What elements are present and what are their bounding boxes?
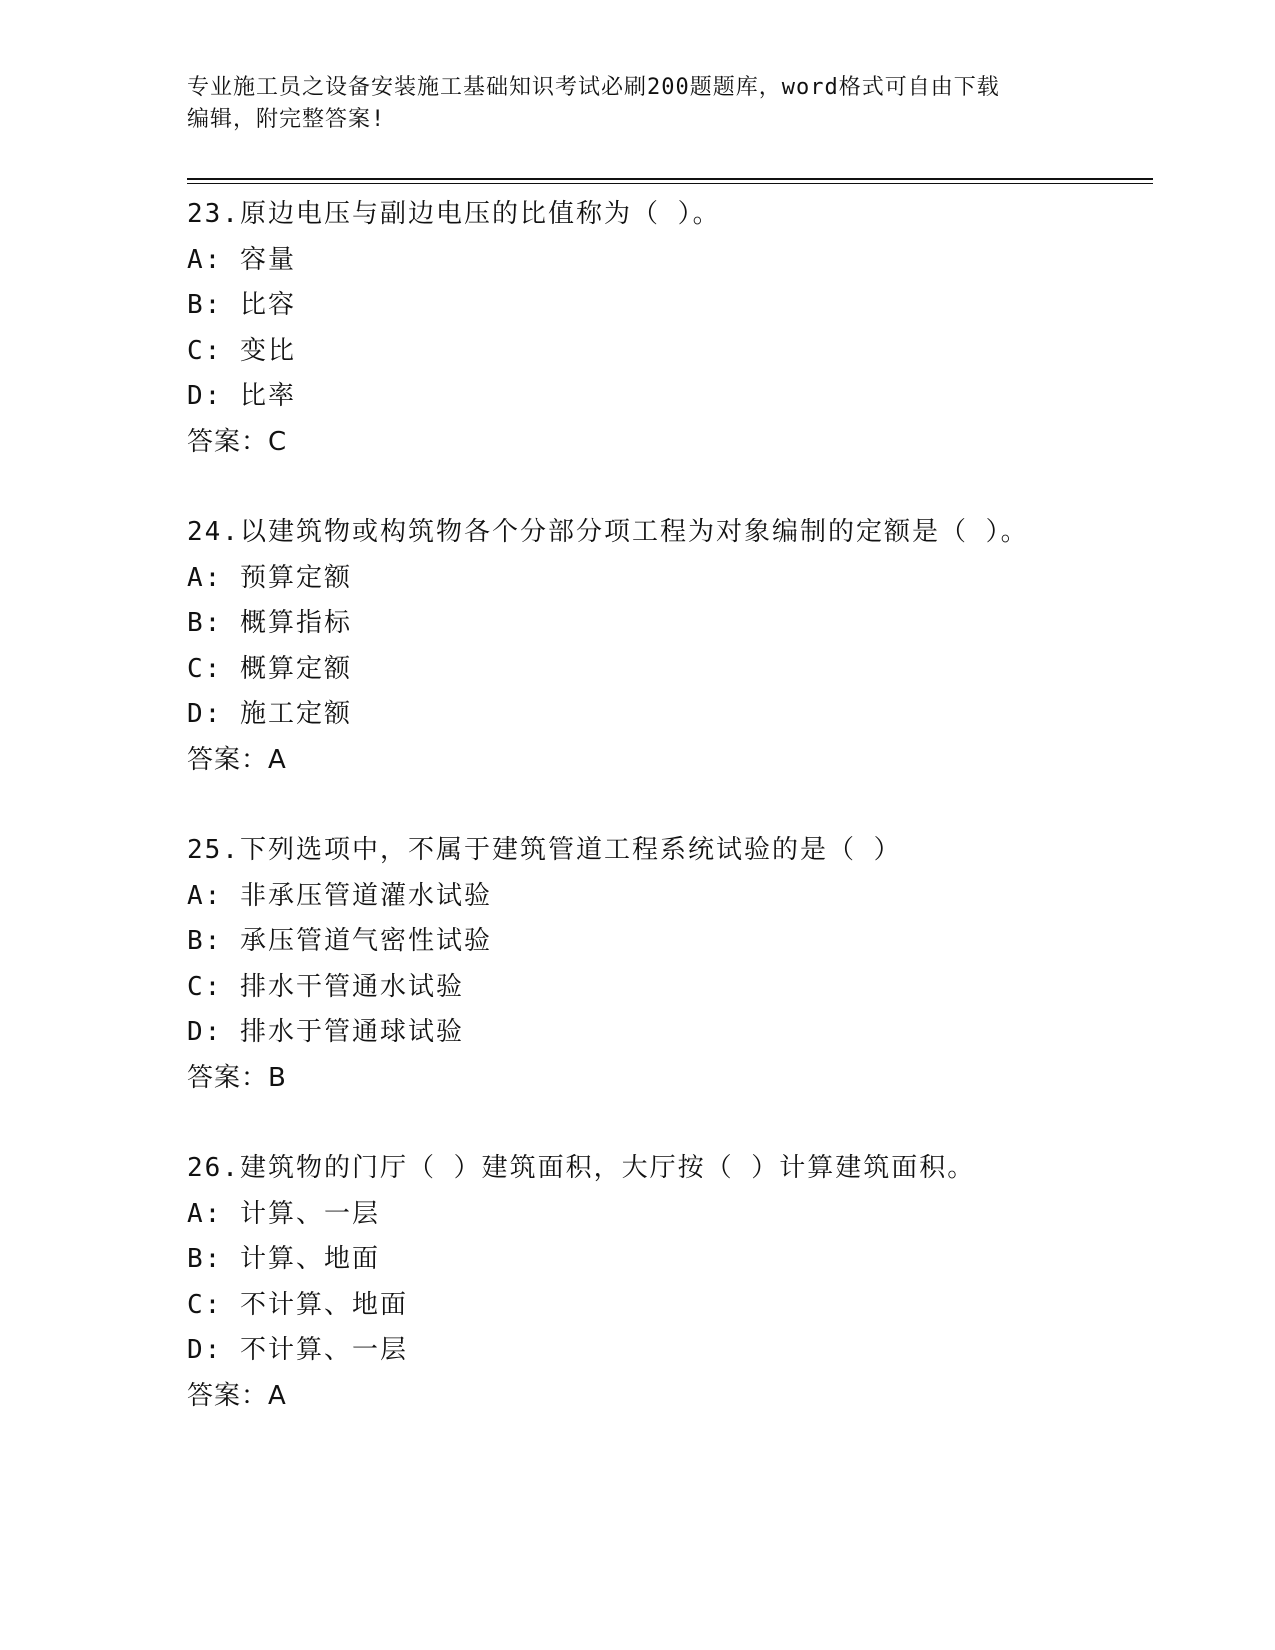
option-a: A: 非承压管道灌水试验	[187, 880, 492, 911]
answer: 答案：B	[187, 1062, 287, 1093]
answer: 答案：A	[187, 744, 287, 775]
header-line-1: 专业施工员之设备安装施工基础知识考试必刷200题题库，word格式可自由下载	[187, 75, 1000, 100]
option-b: B: 概算指标	[187, 608, 352, 638]
question-23	[187, 192, 1153, 510]
question-title: 26.建筑物的门厅（ ）建筑面积，大厅按（ ）计算建筑面积。	[187, 1153, 976, 1183]
option-a: A: 计算、一层	[187, 1198, 380, 1229]
option-a: A: 预算定额	[187, 562, 352, 593]
answer: 答案：A	[187, 1380, 287, 1411]
option-d: D: 排水于管通球试验	[187, 1017, 464, 1047]
option-b: B: 承压管道气密性试验	[187, 926, 492, 956]
header-divider-thin	[187, 183, 1153, 184]
option-d: D: 比率	[187, 381, 296, 411]
question-25	[187, 828, 1153, 1146]
option-d: D: 不计算、一层	[187, 1335, 408, 1365]
option-c: C: 概算定额	[187, 653, 352, 684]
document-header	[187, 72, 1067, 136]
question-26	[187, 1146, 1153, 1464]
question-list	[187, 192, 1153, 1464]
option-c: C: 排水干管通水试验	[187, 971, 464, 1002]
question-title: 24.以建筑物或构筑物各个分部分项工程为对象编制的定额是（ ）。	[187, 517, 1029, 547]
answer: 答案：C	[187, 426, 288, 457]
question-title: 25.下列选项中，不属于建筑管道工程系统试验的是（ ）	[187, 835, 902, 865]
header-line-2: 编辑，附完整答案!	[187, 107, 386, 132]
option-b: B: 计算、地面	[187, 1244, 380, 1274]
header-divider-thick	[187, 178, 1153, 180]
question-24	[187, 510, 1153, 828]
option-a: A: 容量	[187, 244, 296, 275]
option-c: C: 不计算、地面	[187, 1289, 408, 1320]
option-c: C: 变比	[187, 335, 296, 366]
option-b: B: 比容	[187, 290, 296, 320]
option-d: D: 施工定额	[187, 699, 352, 729]
question-title: 23.原边电压与副边电压的比值称为（ ）。	[187, 199, 721, 229]
